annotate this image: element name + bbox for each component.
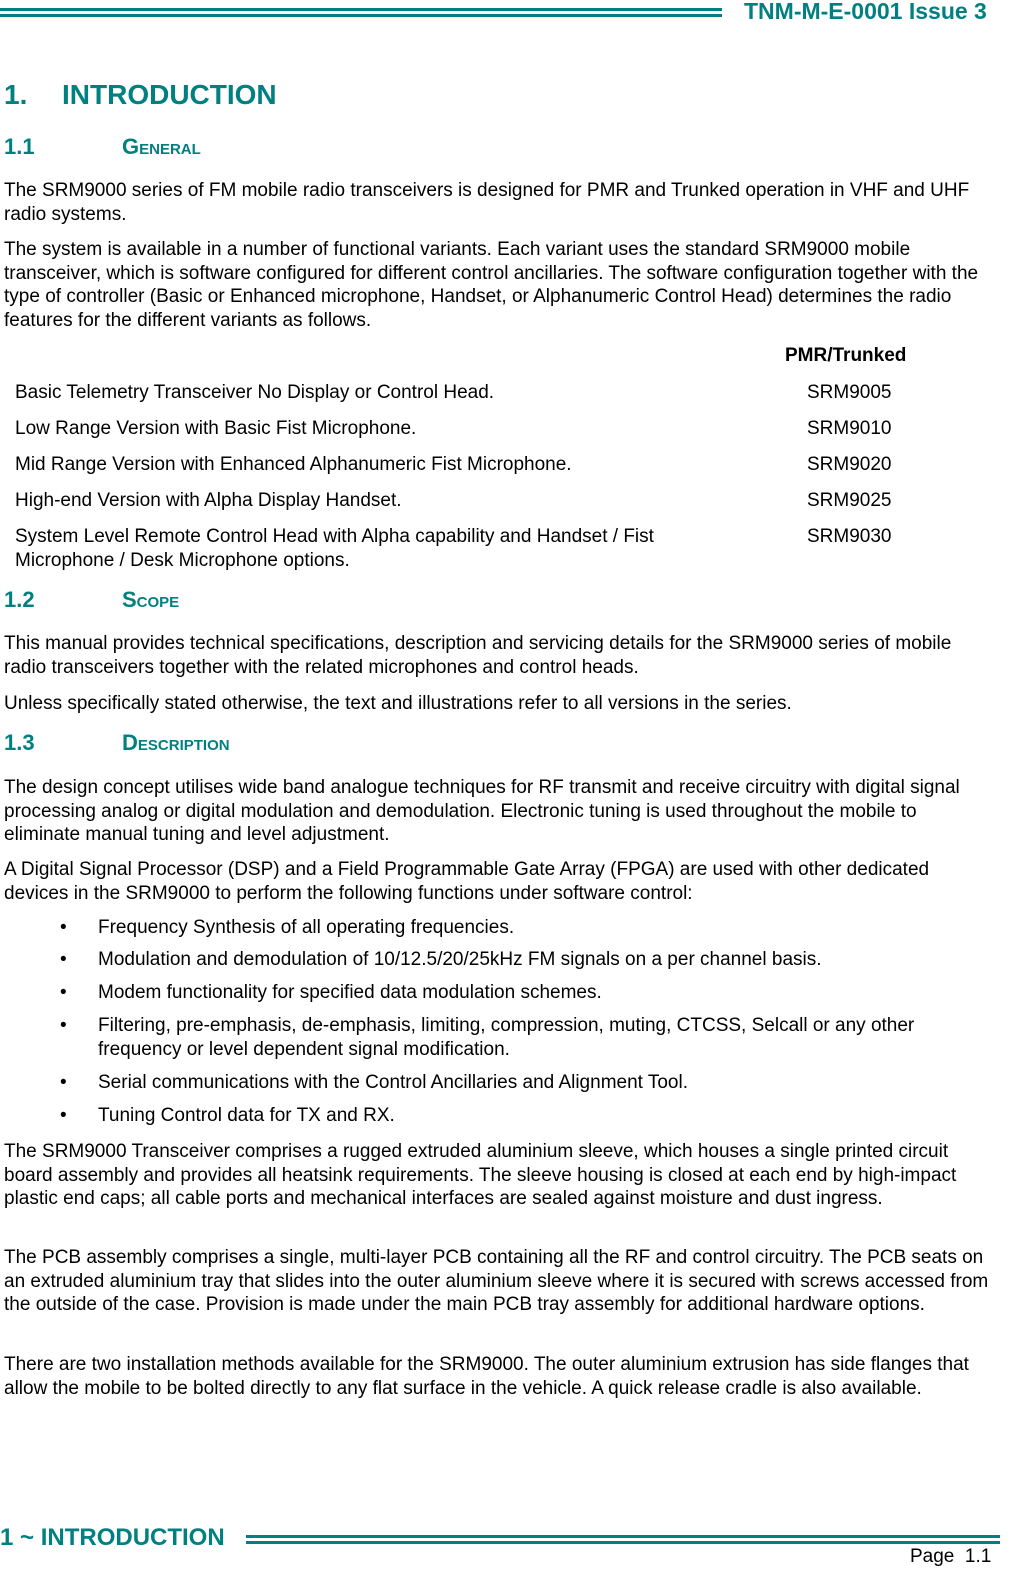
- variant-description: Mid Range Version with Enhanced Alphanumeric Fist Microphone.: [15, 454, 572, 475]
- paragraph: The PCB assembly comprises a single, multi-layer PCB containing all the RF and control circuitry. The PCB seats on an extruded aluminium tray that slides into the outer aluminium sleeve where it is secured with screws accessed from the outside of the case. Provision is made under the main PCB tray assembly for additional hardware options.: [4, 1247, 989, 1315]
- list-item-text: Tuning Control data for TX and RX.: [98, 1105, 395, 1126]
- bullet-icon: •: [60, 949, 67, 970]
- list-item-text: Filtering, pre-emphasis, de-emphasis, limiting, compression, muting, CTCSS, Selcall or any other frequency or level dependent signal modification.: [98, 1015, 915, 1060]
- variant-model: SRM9025: [807, 490, 892, 511]
- document-id: TNM-M-E-0001 Issue 3: [744, 0, 987, 24]
- subsection-heading-general: [4, 134, 201, 160]
- bullet-icon: •: [60, 917, 67, 938]
- paragraph: There are two installation methods available for the SRM9000. The outer aluminium extrusion has side flanges that allow the mobile to be bolted directly to any flat surface in the vehicle. A quick release cradle is also available.: [4, 1354, 969, 1399]
- subsection-heading-scope: [4, 587, 180, 613]
- paragraph: The design concept utilises wide band analogue techniques for RF transmit and receive circuitry with digital signal processing analog or digital modulation and demodulation. Electronic tuning is used throughout the mobile to eliminate manual tuning and level adjustment.: [4, 777, 960, 845]
- variant-description: Basic Telemetry Transceiver No Display or Control Head.: [15, 382, 495, 403]
- subsection-number: 1.1: [4, 134, 35, 159]
- list-item-text: Modulation and demodulation of 10/12.5/20/25kHz FM signals on a per channel basis.: [98, 949, 822, 970]
- variant-model: SRM9010: [807, 418, 892, 439]
- subsection-title: Scope: [122, 587, 180, 612]
- bullet-icon: •: [60, 1015, 67, 1036]
- subsection-title: Description: [122, 730, 230, 755]
- variant-model: SRM9020: [807, 454, 892, 475]
- header-rule: [0, 8, 722, 17]
- paragraph: The system is available in a number of functional variants. Each variant uses the standard SRM9000 mobile transceiver, which is software configured for different control ancillaries. The software configuration together with the type of controller (Basic or Enhanced microphone, Handset, or Alphanumeric Control Head) determines the radio features for the different variants as follows.: [4, 239, 979, 331]
- paragraph: The SRM9000 Transceiver comprises a rugged extruded aluminium sleeve, which houses a single printed circuit board assembly and provides all heatsink requirements. The sleeve housing is closed at each end by high-impact plastic end caps; all cable ports and mechanical interfaces are sealed against moisture and dust ingress.: [4, 1141, 957, 1209]
- paragraph: The SRM9000 series of FM mobile radio transceivers is designed for PMR and Trunked operation in VHF and UHF radio systems.: [4, 180, 970, 225]
- variant-description: High-end Version with Alpha Display Handset.: [15, 490, 402, 511]
- subsection-number: 1.3: [4, 730, 35, 755]
- subsection-heading-description: [4, 730, 230, 756]
- variant-model: SRM9005: [807, 382, 892, 403]
- bullet-icon: •: [60, 1105, 67, 1126]
- paragraph: A Digital Signal Processor (DSP) and a Field Programmable Gate Array (FPGA) are used with other dedicated devices in the SRM9000 to perform the following functions under software control:: [4, 859, 930, 904]
- list-item-text: Modem functionality for specified data modulation schemes.: [98, 982, 602, 1003]
- footer-rule: [246, 1535, 1000, 1544]
- paragraph: Unless specifically stated otherwise, the text and illustrations refer to all versions in the series.: [4, 693, 792, 714]
- variant-model: SRM9030: [807, 526, 892, 547]
- bullet-icon: •: [60, 1072, 67, 1093]
- subsection-title: General: [122, 134, 201, 159]
- list-item-text: Serial communications with the Control Ancillaries and Alignment Tool.: [98, 1072, 689, 1093]
- list-item-text: Frequency Synthesis of all operating frequencies.: [98, 917, 515, 938]
- section-number: 1.: [4, 79, 28, 110]
- footer-chapter: 1 ~ INTRODUCTION: [0, 1524, 225, 1551]
- paragraph: This manual provides technical specifications, description and servicing details for the SRM9000 series of mobile radio transceivers together with the related microphones and control heads.: [4, 633, 952, 678]
- page-number: Page 1.1: [910, 1546, 992, 1567]
- section-title: INTRODUCTION: [62, 79, 277, 110]
- bullet-icon: •: [60, 982, 67, 1003]
- section-heading: [4, 79, 277, 111]
- variant-description: System Level Remote Control Head with Alpha capability and Handset / Fist Microphone / Desk Microphone options.: [15, 526, 654, 571]
- subsection-number: 1.2: [4, 587, 35, 612]
- table-column-header: PMR/Trunked: [785, 345, 907, 366]
- variant-description: Low Range Version with Basic Fist Microphone.: [15, 418, 417, 439]
